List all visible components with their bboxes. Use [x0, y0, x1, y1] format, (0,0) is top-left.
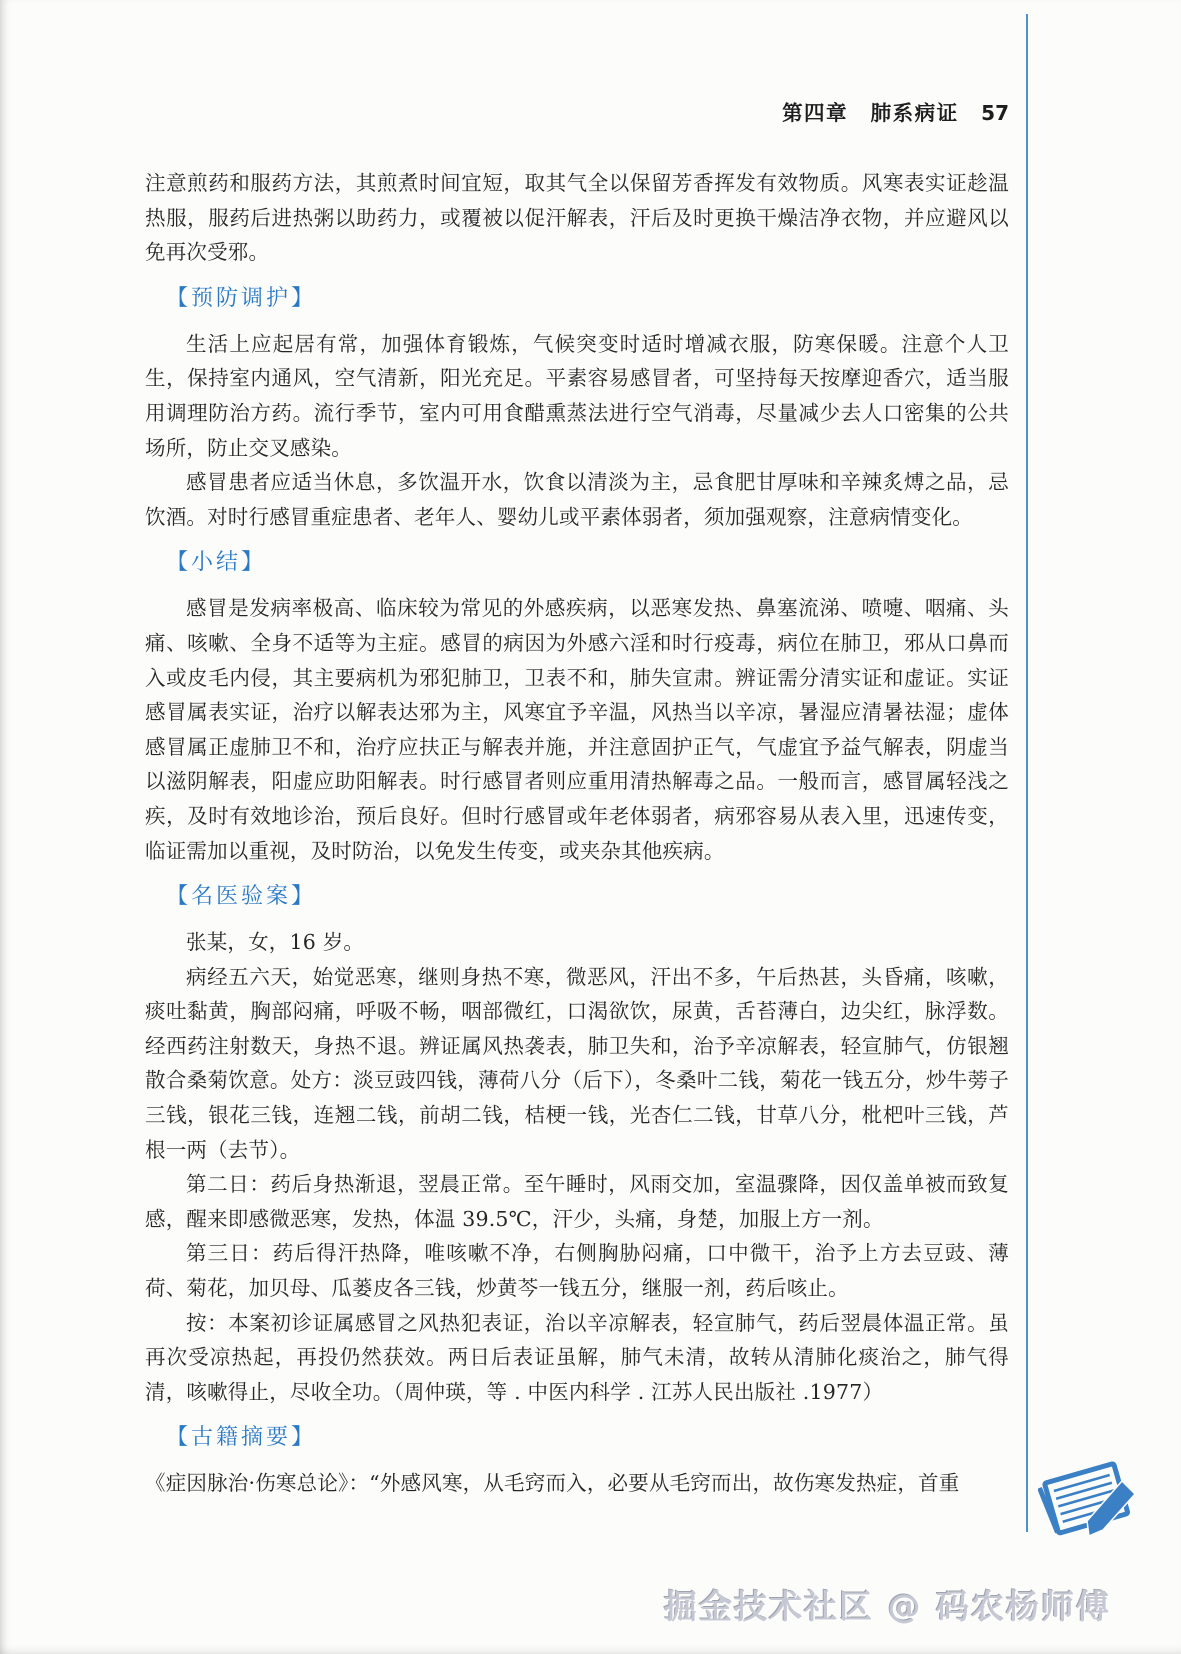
body-paragraph: 感冒患者应适当休息，多饮温开水，饮食以清淡为主，忌食肥甘厚味和辛辣炙煿之品，忌饮酒。对时行感冒重症患者、老年人、婴幼儿或平素体弱者，须加强观察，注意病情变化。 [145, 470, 1009, 529]
case-day3-paragraph: 第三日：药后得汗热降，唯咳嗽不净，右侧胸胁闷痛，口中微干，治予上方去豆豉、薄荷、菊花，加贝母、瓜蒌皮各三钱，炒黄芩一钱五分，继服一剂，药后咳止。 [145, 1241, 1009, 1301]
page-number: 57 [981, 101, 1009, 125]
section-heading-ancient-texts: 【古籍摘要】 [166, 1425, 317, 1451]
notepad-pencil-icon [1038, 1455, 1138, 1547]
ancient-quote-paragraph: 《症因脉治·伤寒总论》：“外感风寒，从毛窍而入，必要从毛窍而出，故伤寒发热症，首重 [145, 1471, 960, 1496]
case-day2-paragraph: 第二日：药后身热渐退，翌晨正常。至午睡时，风雨交加，室温骤降，因仅盖单被而致复感，醒来即感微恶寒，发热，体温 39.5℃，汗少，头痛，身楚，加服上方一剂。 [145, 1172, 1009, 1231]
section-heading-summary: 【小结】 [166, 550, 267, 576]
case-comment-paragraph: 按：本案初诊证属感冒之风热犯表证，治以辛凉解表，轻宣肺气，药后翌晨体温正常。虽再次受凉热起，再投仍然获效。两日后表证虽解，肺气未清，故转从清肺化痰治之，肺气得清，咳嗽得止，尽收全功。（周仲瑛，等 . 中医内科学 . 江苏人民出版社 .1977） [145, 1310, 1009, 1404]
section-title: 肺系病证 [870, 101, 959, 125]
body-paragraph: 生活上应起居有常，加强体育锻炼，气候突变时适时增减衣服，防寒保暖。注意个人卫生，保持室内通风，空气清新，阳光充足。平素容易感冒者，可坚持每天按摩迎香穴，适当服用调理防治方药。流行季节，室内可用食醋熏蒸法进行空气消毒，尽量减少去人口密集的公共场所，防止交叉感染。 [145, 331, 1009, 460]
chapter-label: 第四章 [782, 101, 849, 125]
running-header [145, 100, 1009, 126]
body-paragraph: 感冒是发病率极高、临床较为常见的外感疾病，以恶寒发热、鼻塞流涕、喷嚏、咽痛、头痛、咳嗽、全身不适等为主症。感冒的病因为外感六淫和时行疫毒，病位在肺卫，邪从口鼻而入或皮毛内侵，其主要病机为邪犯肺卫，卫表不和，肺失宣肃。辨证需分清实证和虚证。实证感冒属表实证，治疗以解表达邪为主，风寒宜予辛温，风热当以辛凉，暑湿应清暑祛湿；虚体感冒属正虚肺卫不和，治疗应扶正与解表并施，并注意固护正气，气虚宜予益气解表，阴虚当以滋阴解表，阳虚应助阳解表。时行感冒者则应重用清热解毒之品。一般而言，感冒属轻浅之疾，及时有效地诊治，预后良好。但时行感冒或年老体弱者，病邪容易从表入里，迅速传变，临证需加以重视，及时防治，以免发生传变，或夹杂其他疾病。 [145, 596, 1009, 863]
case-history-paragraph: 病经五六天，始觉恶寒，继则身热不寒，微恶风，汗出不多，午后热甚，头昏痛，咳嗽，痰吐黏黄，胸部闷痛，呼吸不畅，咽部微红，口渴欲饮，尿黄，舌苔薄白，边尖红，脉浮数。经西药注射数天，身热不退。辨证属风热袭表，肺卫失和，治予辛凉解表，轻宣肺气，仿银翘散合桑菊饮意。处方：淡豆豉四钱，薄荷八分（后下），冬桑叶二钱，菊花一钱五分，炒牛蒡子三钱，银花三钱，连翘二钱，前胡二钱，桔梗一钱，光杏仁二钱，甘草八分，枇杷叶三钱，芦根一两（去节）。 [145, 964, 1009, 1162]
section-heading-famous-cases: 【名医验案】 [166, 884, 317, 910]
section-heading-prevention-care: 【预防调护】 [166, 285, 317, 311]
body-paragraph-continuation: 注意煎药和服药方法，其煎煮时间宜短，取其气全以保留芳香挥发有效物质。风寒表实证趁温热服，服药后进热粥以助药力，或覆被以促汗解表，汗后及时更换干燥洁净衣物，并应避风以免再次受邪。 [145, 171, 1009, 265]
case-patient-line: 张某，女，16 岁。 [186, 930, 365, 955]
watermark-text: 掘金技术社区 @ 码农杨师傅 [664, 1587, 1111, 1626]
page-margin-rule [1026, 14, 1028, 1532]
text-column [145, 100, 1009, 1501]
